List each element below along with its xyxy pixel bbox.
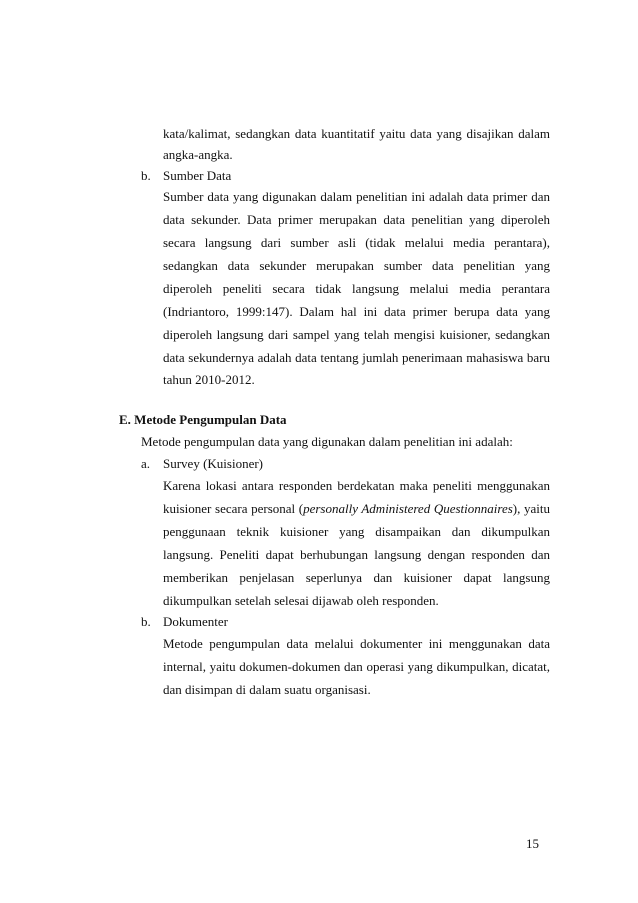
section-intro: Metode pengumpulan data yang digunakan dalam penelitian ini adalah: (141, 434, 513, 449)
body-text-line: data sekunder. Data primer merupakan data penelitian yang diperoleh (163, 212, 550, 227)
body-text-line: kata/kalimat, sedangkan data kuantitatif yaitu data yang disajikan dalam (163, 126, 550, 141)
body-text-line: langsung. Peneliti dapat berhubungan langsung dengan responden dan (163, 547, 550, 562)
body-text-line (163, 501, 550, 517)
section-heading: E. Metode Pengumpulan Data (119, 412, 287, 427)
body-text-line: internal, yaitu dokumen-dokumen dan operasi yang dikumpulkan, dicatat, (163, 659, 550, 674)
list-item-title: Sumber Data (163, 168, 232, 183)
body-text-line: Sumber data yang digunakan dalam penelitian ini adalah data primer dan (163, 189, 550, 204)
body-text-line: sedangkan data sekunder merupakan sumber data penelitian yang (163, 258, 550, 273)
body-text-line: diperoleh langsung dari sampel yang telah mengisi kuisioner, sedangkan (163, 327, 550, 342)
body-text-line: penggunaan teknik kuisioner yang disampaikan dan dikumpulkan (163, 524, 550, 539)
list-item-title: Dokumenter (163, 614, 228, 629)
body-text-line: memberikan penjelasan seperlunya dan kuisioner dapat langsung (163, 570, 550, 585)
body-text-line: data sekundernya adalah data tentang jumlah penerimaan mahasiswa baru (163, 350, 550, 365)
body-text-line: secara langsung dari sumber asli (tidak melalui media perantara), (163, 235, 550, 250)
body-text-line: (Indriantoro, 1999:147). Dalam hal ini data primer berupa data yang (163, 304, 550, 319)
body-text-line: angka-angka. (163, 147, 233, 162)
list-marker: b. (141, 168, 151, 183)
list-marker: b. (141, 614, 151, 629)
body-text-line: tahun 2010-2012. (163, 372, 255, 387)
list-item-title: Survey (Kuisioner) (163, 456, 264, 471)
text-segment: ), yaitu (512, 501, 550, 516)
body-text-line: Karena lokasi antara responden berdekatan maka peneliti menggunakan (163, 478, 550, 493)
italic-term: personally Administered Questionnaires (303, 501, 513, 516)
page-number: 15 (526, 836, 539, 851)
body-text-line: dan disimpan di dalam suatu organisasi. (163, 682, 371, 697)
body-text-line: diperoleh peneliti secara tidak langsung melalui media perantara (163, 281, 550, 296)
body-text-line: Metode pengumpulan data melalui dokumenter ini menggunakan data (163, 636, 550, 651)
list-marker: a. (141, 456, 151, 471)
text-segment: kuisioner secara personal ( (163, 501, 304, 516)
body-text-line: dikumpulkan setelah selesai dijawab oleh responden. (163, 593, 439, 608)
